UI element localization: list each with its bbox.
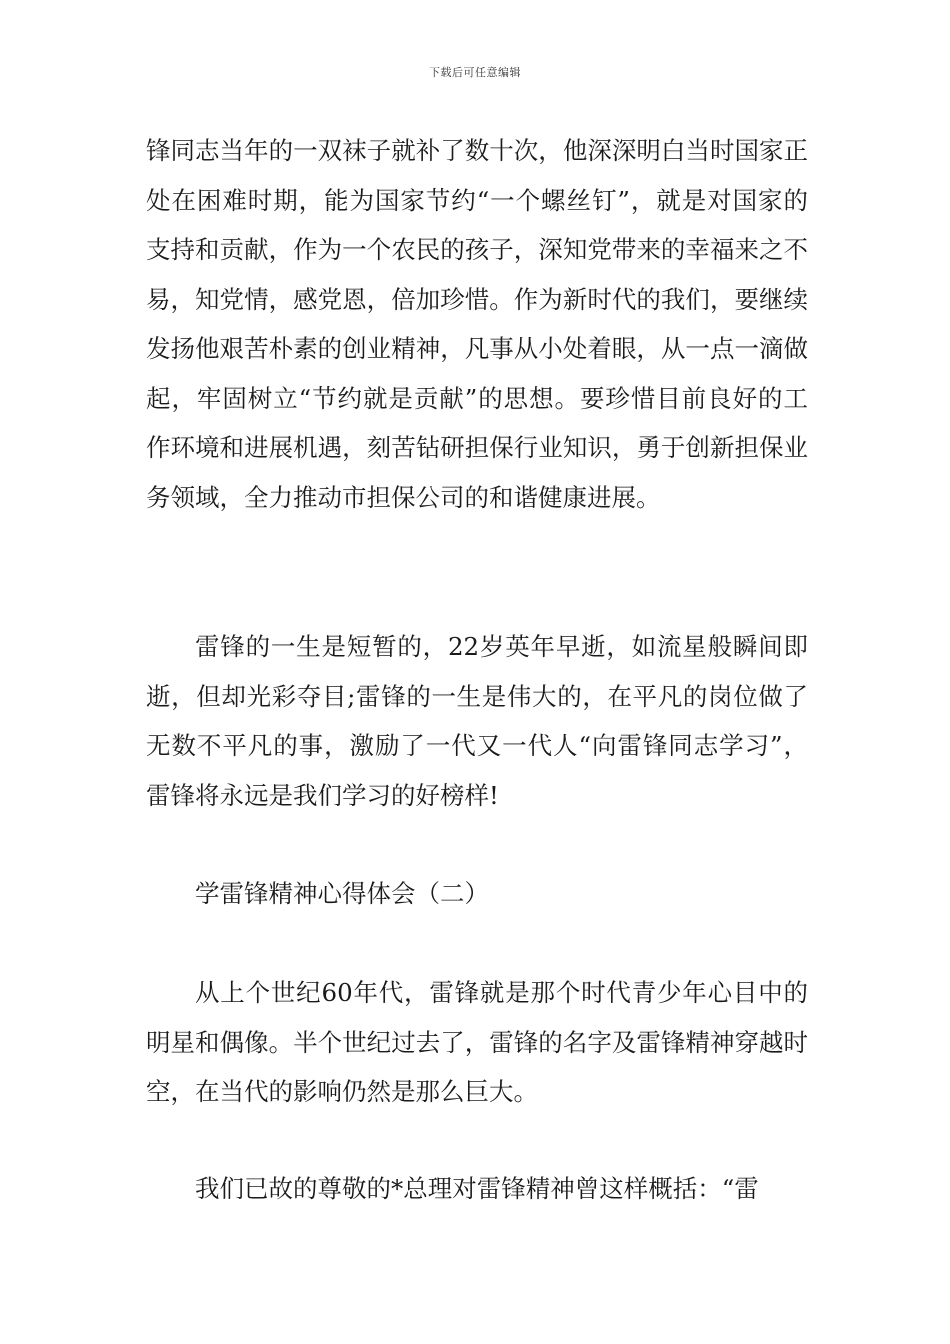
- paragraph-continuation: 锋同志当年的一双袜子就补了数十次，他深深明白当时国家正处在困难时期，能为国家节约“一个螺丝钉”，就是对国家的支持和贡献，作为一个农民的孩子，深知党带来的幸福来之不易，知党情，感党恩，倍加珍惜。作为新时代的我们，要继续发扬他艰苦朴素的创业精神，凡事从小处着眼，从一点一滴做起，牢固树立“节约就是贡献”的思想。要珍惜目前良好的工作环境和进展机遇，刻苦钻研担保行业知识，勇于创新担保业务领域，全力推动市担保公司的和谐健康进展。: [146, 136, 808, 512]
- section-heading: 学雷锋精神心得体会（二）: [195, 879, 489, 908]
- paragraph-lei-feng-life: 雷锋的一生是短暂的，22岁英年早逝，如流星般瞬间即逝，但却光彩夺目;雷锋的一生是伟大的，在平凡的岗位做了无数不平凡的事，激励了一代又一代人“向雷锋同志学习”，雷锋将永远是我们学习的好榜样!: [146, 632, 808, 810]
- page-header: 下载后可任意编辑: [429, 66, 521, 79]
- paragraph-premier-quote: 我们已故的尊敬的*总理对雷锋精神曾这样概括：“雷: [195, 1174, 759, 1203]
- paragraph-1960s-idol: 从上个世纪60年代，雷锋就是那个时代青少年心目中的明星和偶像。半个世纪过去了，雷锋的名字及雷锋精神穿越时空，在当代的影响仍然是那么巨大。: [146, 978, 808, 1106]
